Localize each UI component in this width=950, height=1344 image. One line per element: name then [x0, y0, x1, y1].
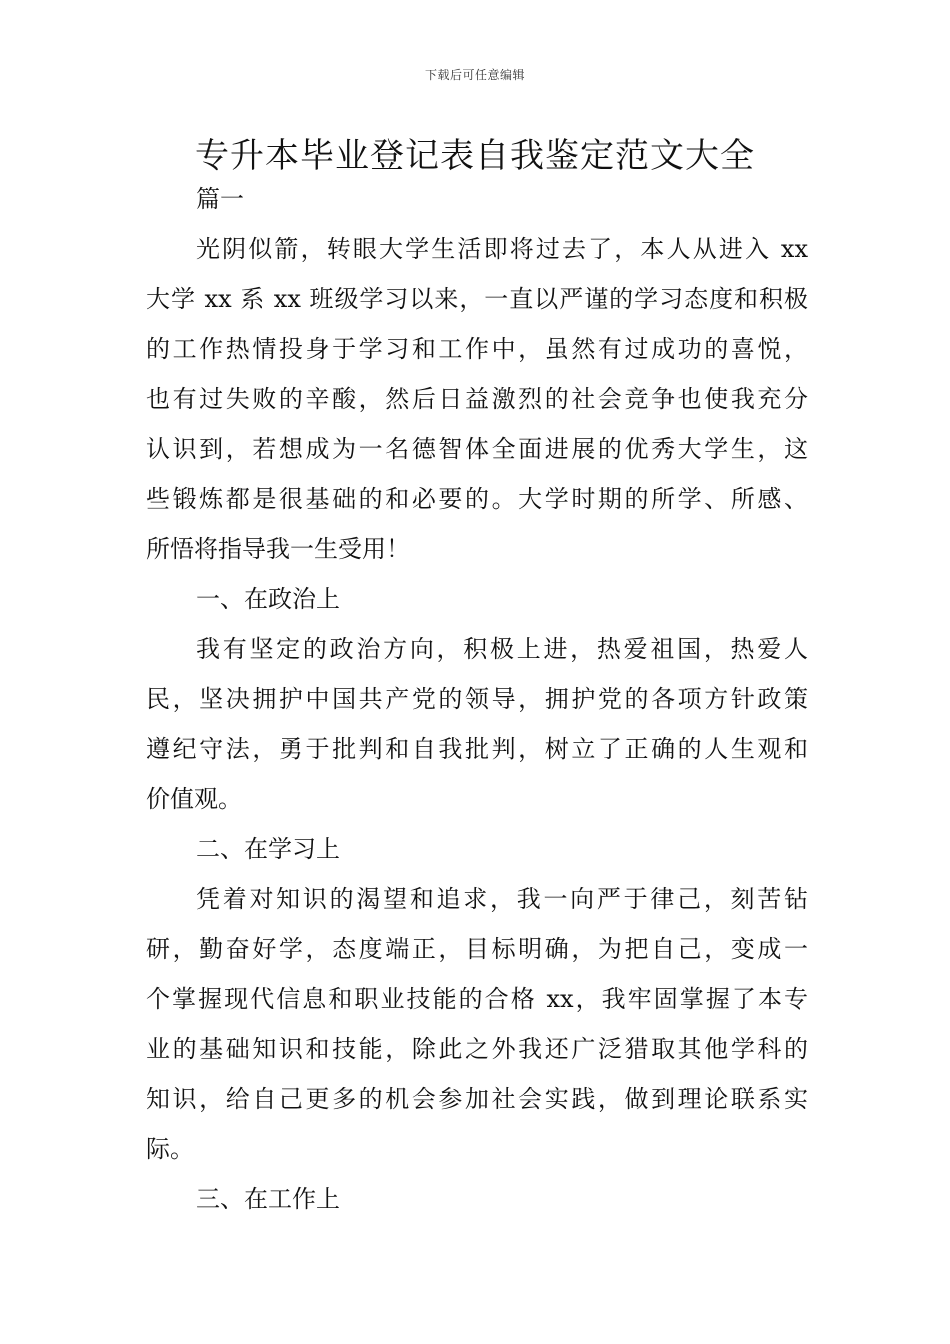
text-line: 业的基础知识和技能，除此之外我还广泛猎取其他学科的	[146, 1035, 808, 1063]
text-line: 认识到，若想成为一名德智体全面进展的优秀大学生，这	[146, 435, 808, 463]
text-line: 个掌握现代信息和职业技能的合格 xx，我牢固掌握了本专	[146, 985, 808, 1013]
paragraph-intro	[146, 224, 808, 574]
section-label: 篇一	[196, 185, 244, 213]
text-line: 的工作热情投身于学习和工作中，虽然有过成功的喜悦，	[146, 335, 808, 363]
header-note: 下载后可任意编辑	[424, 68, 525, 82]
text-line: 价值观。	[146, 785, 242, 813]
text-line: 些锻炼都是很基础的和必要的。大学时期的所学、所感、	[146, 485, 808, 513]
text-line: 民，坚决拥护中国共产党的领导，拥护党的各项方针政策	[146, 685, 808, 713]
text-line: 知识，给自己更多的机会参加社会实践，做到理论联系实	[146, 1085, 808, 1113]
text-line: 遵纪守法，勇于批判和自我批判，树立了正确的人生观和	[146, 735, 808, 763]
text-line: 也有过失败的辛酸，然后日益激烈的社会竞争也使我充分	[146, 385, 808, 413]
text-line: 光阴似箭，转眼大学生活即将过去了，本人从进入 xx	[196, 235, 808, 263]
heading-politics: 一、在政治上	[196, 585, 340, 613]
text-line: 凭着对知识的渴望和追求，我一向严于律己，刻苦钻	[196, 885, 808, 913]
text-line: 大学 xx 系 xx 班级学习以来，一直以严谨的学习态度和积极	[146, 285, 808, 313]
paragraph-study	[146, 874, 808, 1174]
paragraph-politics	[146, 624, 808, 824]
document-title: 专升本毕业登记表自我鉴定范文大全	[195, 136, 755, 176]
text-line: 所悟将指导我一生受用！	[146, 535, 410, 563]
heading-study: 二、在学习上	[196, 835, 340, 863]
heading-work: 三、在工作上	[196, 1185, 340, 1213]
document-body	[146, 174, 808, 1224]
text-line: 际。	[146, 1135, 194, 1163]
text-line: 研，勤奋好学，态度端正，目标明确，为把自己，变成一	[146, 935, 808, 963]
text-line: 我有坚定的政治方向，积极上进，热爱祖国，热爱人	[196, 635, 808, 663]
